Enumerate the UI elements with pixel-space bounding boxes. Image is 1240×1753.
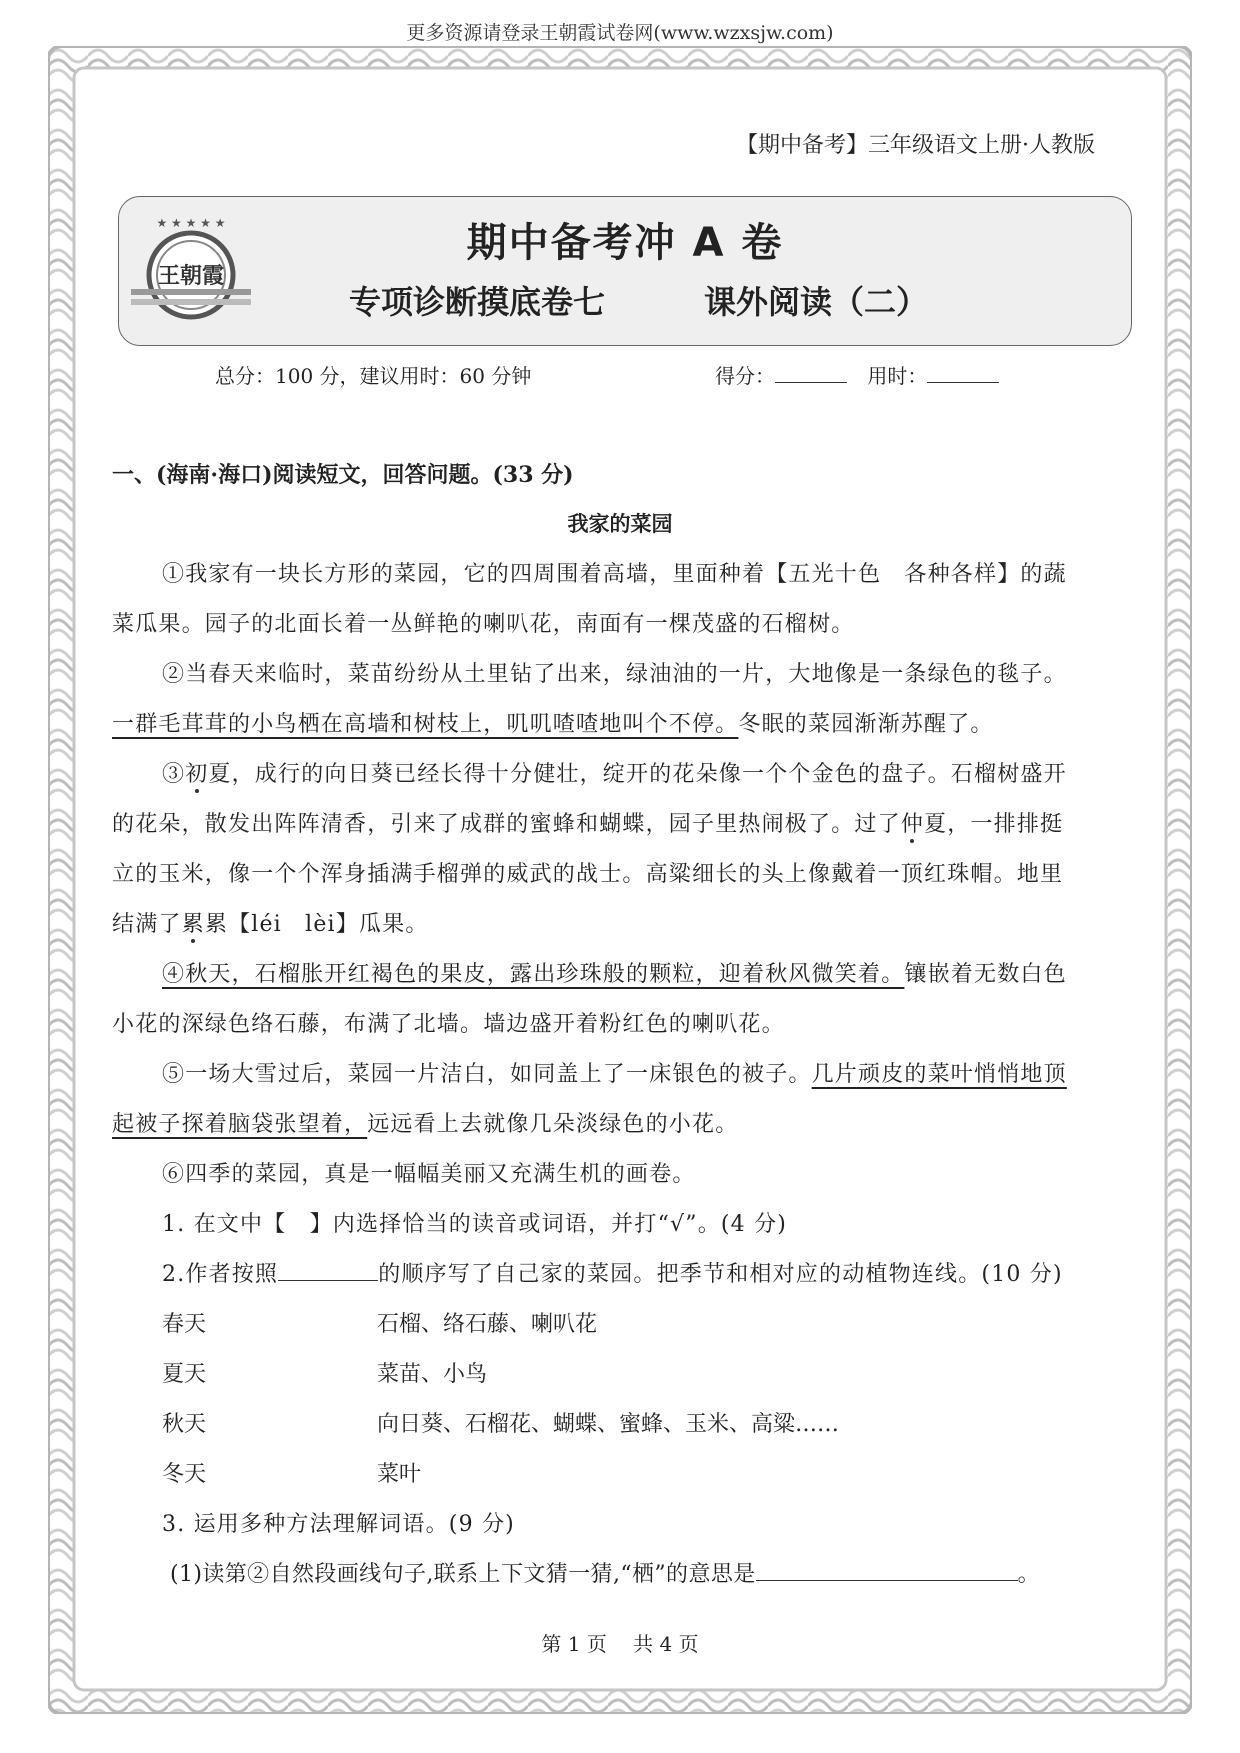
underlined-sentence: 几片顽皮的菜叶悄悄地顶 bbox=[811, 1062, 1067, 1087]
section-heading: 一、(海南·海口)阅读短文，回答问题。(33 分) bbox=[112, 462, 574, 488]
logo-text: 王朝霞 bbox=[157, 263, 225, 289]
paragraph-5: ⑤一场大雪过后，菜园一片洁白，如同盖上了一床银色的被子。几片顽皮的菜叶悄悄地顶 bbox=[162, 1062, 1067, 1087]
match-item[interactable]: 菜叶 bbox=[377, 1462, 422, 1487]
question-3-1: (1)读第②自然段画线句子,联系上下文猜一猜,“栖”的意思是 。 bbox=[170, 1550, 1150, 1600]
paragraph-2-cont: 一群毛茸茸的小鸟栖在高墙和树枝上，叽叽喳喳地叫个不停。冬眠的菜园渐渐苏醒了。 bbox=[112, 712, 994, 737]
question-3: 3. 运用多种方法理解词语。(9 分) bbox=[162, 1512, 515, 1537]
paragraph-3-line3: 立的玉米，像一个个浑身插满手榴弹的威武的战士。高粱细长的头上像戴着一顶红珠帽。地里 bbox=[112, 862, 1064, 887]
score-blank[interactable] bbox=[775, 360, 847, 383]
season-item[interactable]: 春天 bbox=[162, 1312, 207, 1337]
match-item[interactable]: 石榴、络石藤、喇叭花 bbox=[377, 1312, 598, 1337]
underlined-sentence: 起被子探着脑袋张望着， bbox=[112, 1112, 368, 1137]
paragraph-3-line2: 的花朵，散发出阵阵清香，引来了成群的蜜蜂和蝴蝶，园子里热闹极了。过了仲夏，一排排挺 bbox=[112, 812, 1064, 837]
svg-text:★ ★ ★ ★ ★: ★ ★ ★ ★ ★ bbox=[156, 216, 226, 230]
underlined-sentence: 一群毛茸茸的小鸟栖在高墙和树枝上，叽叽喳喳地叫个不停。 bbox=[112, 712, 739, 737]
season-item[interactable]: 冬天 bbox=[162, 1462, 207, 1487]
title-banner bbox=[118, 196, 1132, 346]
time-blank[interactable] bbox=[927, 360, 999, 383]
score-label: 得分： bbox=[715, 364, 775, 388]
essay-title: 我家的菜园 bbox=[567, 511, 673, 536]
main-title: 期中备考冲 A 卷 bbox=[466, 220, 784, 266]
page-number: 第 1 页 共 4 页 bbox=[541, 1632, 699, 1656]
matching-seasons bbox=[162, 1300, 206, 1500]
answer-blank[interactable] bbox=[278, 1258, 378, 1281]
subtitle-right: 课外阅读（二） bbox=[704, 283, 929, 321]
question-2: 2.作者按照 的顺序写了自己家的菜园。把季节和相对应的动植物连线。(10 分) bbox=[162, 1250, 1132, 1300]
matching-items bbox=[377, 1300, 839, 1500]
paragraph-1: ①我家有一块长方形的菜园，它的四周围着高墙，里面种着【五光十色 各种各样】的蔬 bbox=[162, 562, 1067, 587]
paragraph-4-cont: 小花的深绿色络石藤，布满了北墙。墙边盛开着粉红色的喇叭花。 bbox=[112, 1012, 785, 1037]
season-item[interactable]: 夏天 bbox=[162, 1362, 207, 1387]
score-field bbox=[715, 360, 999, 389]
time-label: 用时： bbox=[867, 364, 928, 388]
paragraph-3-line4: 结满了累累【léi lèi】瓜果。 bbox=[112, 912, 429, 937]
paragraph-2: ②当春天来临时，菜苗纷纷从土里钻了出来，绿油油的一片，大地像是一条绿色的毯子。 bbox=[162, 662, 1067, 687]
question-1: 1. 在文中【 】内选择恰当的读音或词语，并打“√”。(4 分) bbox=[162, 1212, 788, 1237]
season-item[interactable]: 秋天 bbox=[162, 1412, 207, 1437]
series-label: 【期中备考】三年级语文上册·人教版 bbox=[736, 133, 1095, 158]
paragraph-6: ⑥四季的菜园，真是一幅幅美丽又充满生机的画卷。 bbox=[162, 1162, 696, 1187]
match-item[interactable]: 菜苗、小鸟 bbox=[377, 1362, 488, 1387]
dotted-char: 累 bbox=[181, 912, 205, 937]
paragraph-4: ④秋天，石榴胀开红褐色的果皮，露出珍珠般的颗粒，迎着秋风微笑着。镶嵌着无数白色 bbox=[162, 962, 1067, 987]
match-item[interactable]: 向日葵、石榴花、蝴蝶、蜜蜂、玉米、高粱…… bbox=[377, 1412, 840, 1437]
top-link: 更多资源请登录王朝霞试卷网(www.wzxsjw.com) bbox=[406, 22, 834, 44]
answer-blank[interactable] bbox=[756, 1558, 1018, 1581]
underlined-sentence: ④秋天，石榴胀开红褐色的果皮，露出珍珠般的颗粒，迎着秋风微笑着。 bbox=[162, 962, 905, 987]
paragraph-3: ③初夏，成行的向日葵已经长得十分健壮，绽开的花朵像一个个金色的盘子。石榴树盛开 bbox=[162, 762, 1067, 787]
dotted-char: 初 bbox=[185, 762, 209, 787]
score-info: 总分：100 分，建议用时：60 分钟 bbox=[215, 364, 532, 388]
dotted-char: 仲 bbox=[900, 812, 925, 837]
paragraph-1-cont: 菜瓜果。园子的北面长着一丛鲜艳的喇叭花，南面有一棵茂盛的石榴树。 bbox=[112, 612, 855, 637]
subtitle-left: 专项诊断摸底卷七 bbox=[349, 283, 606, 321]
paragraph-5-cont: 起被子探着脑袋张望着，远远看上去就像几朵淡绿色的小花。 bbox=[112, 1112, 739, 1137]
